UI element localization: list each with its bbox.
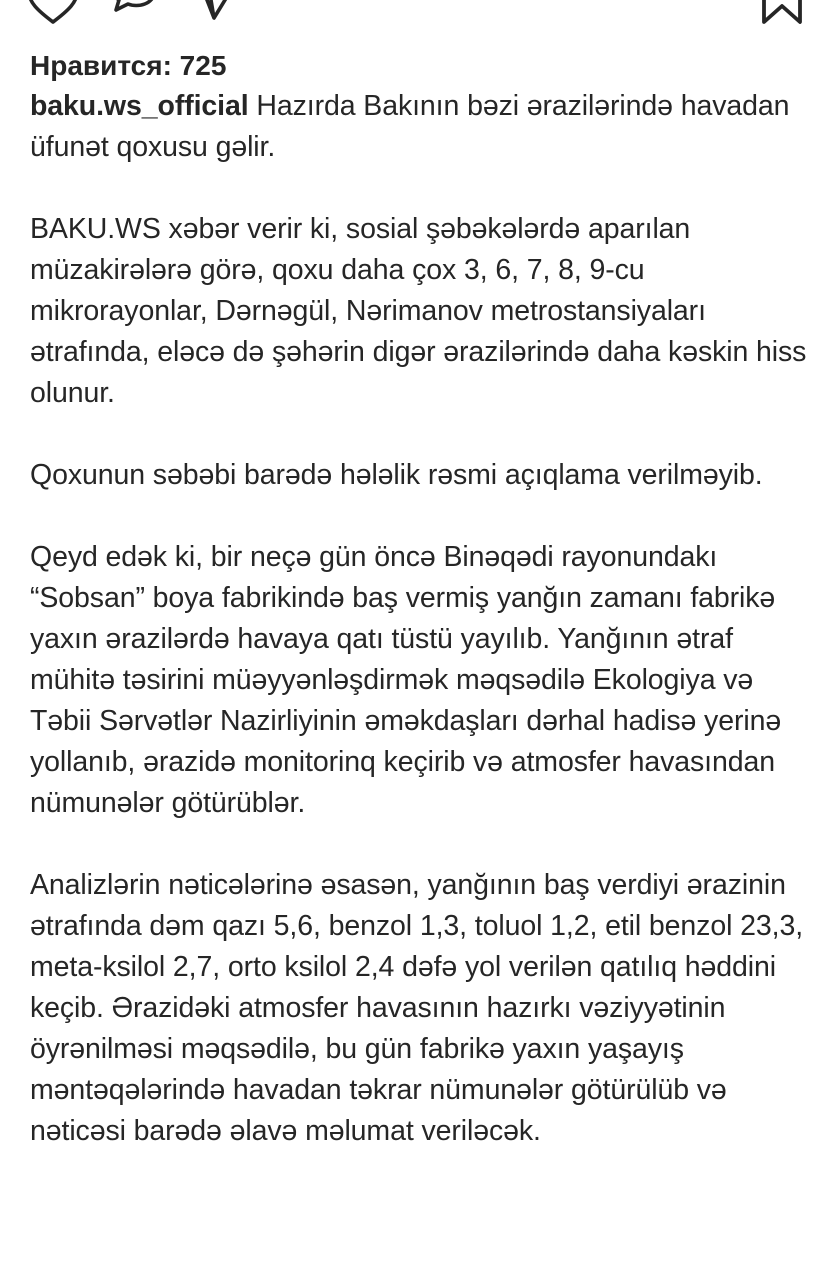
comment-icon: [108, 0, 164, 24]
caption-paragraph: Analizlərin nəticələrinə əsasən, yanğının baş verdiyi ərazinin ətrafında dəm qazı 5,6, benzol 1,3, toluol 1,2, etil benzol 23,3, meta-ksilol 2,7, orto ksilol 2,4 dəfə yol verilən qatılıq həddini keçib. Ərazidəki atmosfer havasının hazırkı vəziyyətinin öyrənilməsi məqsədilə, bu gün fabrikə yaxın yaşayış məntəqələrində havadan təkrar nümunələr götürülüb və nəticəsi barədə əlavə məlumat veriləcək.: [30, 869, 804, 1147]
post-body: [30, 46, 820, 1152]
paragraph-gap: [30, 496, 820, 537]
bookmark-icon: [758, 0, 806, 26]
username-link[interactable]: baku.ws_official: [30, 90, 249, 122]
caption-first-paragraph: [30, 86, 820, 168]
heart-icon: [25, 0, 81, 24]
caption-paragraph: Qeyd edək ki, bir neçə gün öncə Binəqədi rayonundakı “Sobsan” boya fabrikində baş vermiş yanğın zamanı fabrikə yaxın ərazilərdə havaya qatı tüstü yayılıb. Yanğının ətraf mühitə təsirini müəyyənləşdirmək məqsədilə Ekologiya və Təbii Sərvətlər Nazirliyinin əməkdaşları dərhal hadisə yerinə yollanıb, ərazidə monitorinq keçirib və atmosfer havasından nümunələr götürüblər.: [30, 541, 782, 819]
caption-paragraph: BAKU.WS xəbər verir ki, sosial şəbəkələrdə aparılan müzakirələrə görə, qoxu daha çox 3, 6, 7, 8, 9-cu mikrorayonlar, Dərnəgül, Nərimanov metrostansiyaları ətrafında, eləcə də şəhərin digər ərazilərində daha kəskin hiss olunur.: [30, 213, 807, 409]
save-button[interactable]: [758, 0, 806, 26]
paragraph-gap: [30, 414, 820, 455]
paper-plane-icon: [196, 0, 240, 24]
post-action-bar: [0, 0, 835, 30]
post-caption: [30, 86, 820, 1152]
comment-button[interactable]: [108, 0, 164, 24]
like-button[interactable]: [25, 0, 81, 24]
caption-text: Hazırda Bakının bəzi ərazilərində havadan üfunət qoxusu gəlir.: [30, 90, 790, 163]
caption-paragraph: Qoxunun səbəbi barədə hələlik rəsmi açıqlama verilməyib.: [30, 459, 763, 491]
paragraph-gap: [30, 168, 820, 209]
share-button[interactable]: [196, 0, 240, 24]
likes-count[interactable]: Нравится: 725: [30, 50, 227, 81]
paragraph-gap: [30, 824, 820, 865]
